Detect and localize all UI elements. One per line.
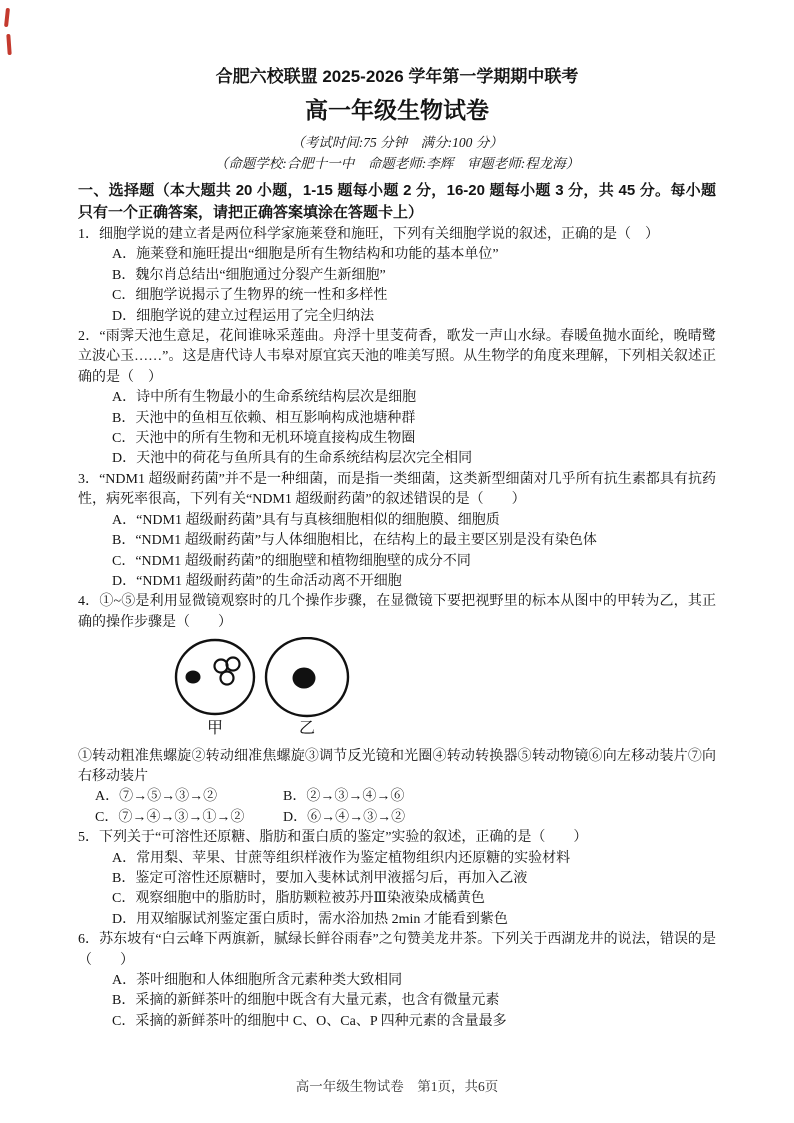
page-footer: 高一年级生物试卷 第1页，共6页 bbox=[295, 1078, 499, 1094]
question-6-option-a: A．茶叶细胞和人体细胞所含元素种类大致相同 bbox=[112, 973, 403, 988]
question-1-option-c: C．细胞学说揭示了生物界的统一性和多样性 bbox=[112, 288, 388, 304]
exam-time-score-info: （考试时间:75 分钟 满分:100 分） bbox=[291, 135, 503, 150]
question-1-option-b: B．魏尔肖总结出“细胞通过分裂产生新细胞” bbox=[112, 267, 386, 283]
figure-label-jia: 甲 bbox=[206, 720, 224, 738]
question-5-option-c: C．观察细胞中的脂肪时，脂肪颗粒被苏丹Ⅲ染液染成橘黄色 bbox=[112, 891, 485, 907]
red-pen-stroke bbox=[4, 8, 10, 27]
question-2-option-d: D．天池中的荷花与鱼所具有的生命系统结构层次完全相同 bbox=[112, 451, 473, 467]
question-3-option-d: D．“NDM1 超级耐药菌”的生命活动离不开细胞 bbox=[112, 573, 402, 589]
question-1-option-a: A．施莱登和施旺提出“细胞是所有生物结构和功能的基本单位” bbox=[112, 247, 499, 263]
microscope-fields-diagram bbox=[173, 637, 363, 737]
question-4-stem: 4．①~⑤是利用显微镜观察时的几个操作步骤，在显微镜下要把视野里的标本从图中的甲转为乙，其正确的操作步骤是（ ） bbox=[78, 594, 716, 630]
question-3-option-a: A．“NDM1 超级耐药菌”具有与真核细胞相似的细胞膜、细胞质 bbox=[112, 512, 500, 528]
question-6-stem: 6．苏东坡有“白云峰下两旗新，腻绿长鲜谷雨春”之句赞美龙井茶。下列关于西湖龙井的说法，错误的是（ ） bbox=[78, 932, 716, 968]
question-1 bbox=[78, 225, 716, 327]
question-4-option-b: B．②→③→④→⑥ bbox=[283, 789, 405, 805]
microscope-view-figure bbox=[173, 637, 363, 744]
red-pen-stroke bbox=[6, 34, 11, 55]
question-4-steps: ①转动粗准焦螺旋②转动细准焦螺旋③调节反光镜和光圈④转动转换器⑤转动物镜⑥向左移动装片⑦向右移动装片 bbox=[78, 748, 716, 784]
question-3-option-c: C．“NDM1 超级耐药菌”的细胞壁和植物细胞壁的成分不同 bbox=[112, 553, 471, 569]
red-pen-annotation-marks bbox=[5, 8, 17, 58]
question-4 bbox=[78, 592, 716, 828]
question-5-option-a: A．常用梨、苹果、甘蔗等组织样液作为鉴定植物组织内还原糖的实验材料 bbox=[112, 850, 571, 866]
question-4-option-row bbox=[95, 787, 716, 807]
question-1-stem: 1．细胞学说的建立者是两位科学家施莱登和施旺，下列有关细胞学说的叙述，正确的是（ ） bbox=[78, 227, 659, 242]
question-6-option-b: B．采摘的新鲜茶叶的细胞中既含有大量元素，也含有微量元素 bbox=[112, 993, 500, 1009]
question-5 bbox=[78, 828, 716, 930]
question-3-option-b: B．“NDM1 超级耐药菌”与人体细胞相比，在结构上的最主要区别是没有染色体 bbox=[112, 533, 597, 549]
question-4-option-row bbox=[95, 808, 716, 828]
question-4-option-d: D．⑥→④→③→② bbox=[283, 809, 406, 825]
question-5-option-d: D．用双缩脲试剂鉴定蛋白质时，需水浴加热 2min 才能看到紫色 bbox=[112, 911, 508, 927]
question-3 bbox=[78, 470, 716, 592]
question-2 bbox=[78, 327, 716, 470]
question-1-option-d: D．细胞学说的建立过程运用了完全归纳法 bbox=[112, 308, 375, 324]
question-2-option-b: B．天池中的鱼相互依赖、相互影响构成池塘种群 bbox=[112, 410, 416, 426]
question-6 bbox=[78, 930, 716, 1032]
question-5-stem: 5．下列关于“可溶性还原糖、脂肪和蛋白质的鉴定”实验的叙述，正确的是（ ） bbox=[78, 830, 588, 846]
question-4-option-c: C．⑦→④→③→①→② bbox=[95, 809, 245, 825]
question-5-option-b: B．鉴定可溶性还原糖时，要加入斐林试剂甲液摇匀后，再加入乙液 bbox=[112, 870, 528, 886]
question-4-options bbox=[78, 787, 716, 828]
exam-school-teacher-info: （命题学校:合肥十一中 命题老师:李辉 审题老师:程龙海） bbox=[214, 156, 580, 171]
question-2-stem: 2．“雨霁天池生意足，花间谁咏采莲曲。舟浮十里芰荷香，歌发一声山水绿。春暖鱼抛水面纶，晚晴鹭立波心玉……”。这是唐代诗人韦皋对原宜宾天池的唯美写照。从生物学的角度来理解，下列相关叙述正确的是（ ） bbox=[78, 329, 716, 385]
exam-title-line2: 高一年级生物试卷 bbox=[305, 97, 489, 123]
question-6-option-c: C．采摘的新鲜茶叶的细胞中 C、O、Ca、P 四种元素的含量最多 bbox=[112, 1013, 507, 1029]
question-2-option-a: A．诗中所有生物最小的生命系统结构层次是细胞 bbox=[112, 390, 417, 406]
question-3-stem: 3．“NDM1 超级耐药菌”并不是一种细菌，而是指一类细菌，这类新型细菌对几乎所有抗生素都具有抗药性，病死率很高，下列有关“NDM1 超级耐药菌”的叙述错误的是（ ） bbox=[78, 471, 716, 508]
question-4-option-a: A．⑦→⑤→③→② bbox=[95, 789, 218, 805]
exam-title-line1: 合肥六校联盟 2025-2026 学年第一学期期中联考 bbox=[215, 67, 579, 86]
figure-label-yi: 乙 bbox=[298, 720, 316, 738]
question-2-option-c: C．天池中的所有生物和无机环境直接构成生物圈 bbox=[112, 431, 416, 447]
section-one-header: 一、选择题（本大题共 20 小题，1-15 题每小题 2 分，16-20 题每小题 3 分，共 45 分。每小题只有一个正确答案，请把正确答案填涂在答题卡上） bbox=[78, 182, 716, 221]
